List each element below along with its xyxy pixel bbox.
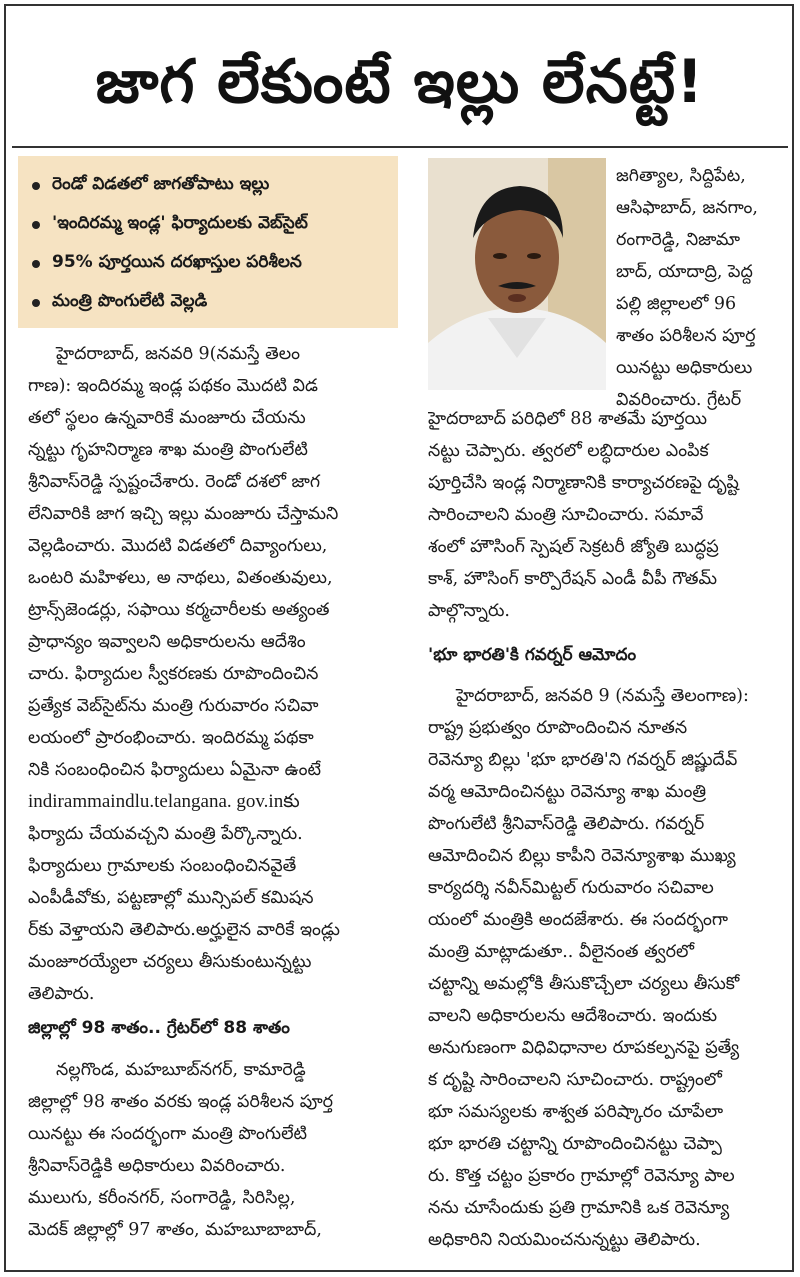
right-subheading: 'భూ భారతి'కి గవర్నర్ ఆమోదం: [428, 645, 637, 665]
body-line: భూ భారతి చట్టాన్ని రూపొందించినట్టు చెప్పా: [428, 1134, 722, 1154]
body-line: సారించాలని మంత్రి సూచించారు. సమావే: [428, 505, 704, 525]
body-line: చారు. ఫిర్యాదుల స్వీకరణకు రూపొందించిన: [28, 664, 319, 684]
body-line: రంగారెడ్డి, నిజామా: [616, 230, 741, 250]
body-line: నట్టు చెప్పారు. త్వరలో లబ్ధిదారుల ఎంపిక: [428, 441, 709, 461]
body-line: పొంగులేటి శ్రీనివాస్‌రెడ్డి తెలిపారు. గవర్నర్: [428, 814, 705, 834]
body-line: తెలిపారు.: [28, 984, 95, 1004]
body-line: రెవెన్యూ బిల్లు 'భూ భారతి'ని గవర్నర్ జిష్ణుదేవ్: [428, 750, 738, 770]
headline: జాగ లేకుంటే ఇల్లు లేనట్టే!: [95, 47, 705, 117]
body-line: పాల్గొన్నారు.: [428, 601, 510, 621]
body-line: మెదక్ జిల్లాల్లో 97 శాతం, మహబూబాబాద్,: [28, 1220, 322, 1240]
body-line: హైదరాబాద్, జనవరి 9 (నమస్తే తెలంగాణ):: [456, 686, 749, 706]
body-line: వెల్లడించారు. మొదటి విడతలో దివ్యాంగులు,: [28, 536, 328, 556]
bullet-icon: [32, 221, 40, 229]
body-line: యంలో మంత్రికి అందజేశారు. ఈ సందర్భంగా: [428, 910, 728, 930]
highlight-item: [32, 244, 388, 283]
body-line: భూ సమస్యలకు శాశ్వత పరిష్కారం చూపేలా: [428, 1102, 724, 1122]
body-line: మంజూరయ్యేలా చర్యలు తీసుకుంటున్నట్టు: [28, 952, 312, 972]
body-line: రు. కొత్త చట్టం ప్రకారం గ్రామాల్లో రెవెన్యూ పాల: [428, 1166, 735, 1186]
body-line: ఫిర్యాదులు గ్రామాలకు సంబంధించినవైతే: [28, 856, 297, 876]
bullet-icon: [32, 299, 40, 307]
body-line: ఫిర్యాదు చేయవచ్చని మంత్రి పేర్కొన్నారు.: [28, 824, 303, 844]
left-column-continued: [28, 1054, 400, 1246]
body-line: వర్మ ఆమోదించినట్టు రెవెన్యూ శాఖ మంత్రి: [428, 782, 707, 802]
body-line: తలో స్థలం ఉన్నవారికే మంజూరు చేయను: [28, 408, 306, 428]
body-line: శాతం పరిశీలన పూర్త: [616, 326, 756, 346]
body-line: శ్రీనివాస్‌రెడ్డికి అధికారులు వివరించారు.: [28, 1156, 286, 1176]
minister-photo: [428, 158, 606, 390]
body-line: జగిత్యాల, సిద్దిపేట,: [616, 166, 746, 186]
body-line: బాద్, యాదాద్రి, పెద్ద: [616, 262, 753, 282]
body-line: ఆసిఫాబాద్, జనగాం,: [616, 198, 758, 218]
body-line: కాశ్, హౌసింగ్ కార్పొరేషన్ ఎండీ వీపీ గౌతమ్: [428, 569, 717, 589]
body-line: ర్‌కు వెళ్తాయని తెలిపారు.అర్హులైన వారికే ఇండ్లు: [28, 920, 340, 940]
highlights-box: [18, 156, 398, 328]
body-line: న్నట్టు గృహనిర్మాణ శాఖ మంత్రి పొంగులేటి: [28, 440, 308, 460]
body-line: పూర్తిచేసి ఇండ్ల నిర్మాణానికి కార్యాచరణపై దృష్టి: [428, 473, 739, 493]
left-column: [28, 338, 400, 1010]
body-line: చట్టాన్ని అమల్లోకి తీసుకొచ్చేలా చర్యలు తీసుకో: [428, 974, 740, 994]
bullet-icon: [32, 182, 40, 190]
portrait-image: [428, 158, 606, 390]
body-line: వివరించారు. గ్రేటర్: [616, 390, 742, 410]
body-line: శంలో హౌసింగ్ స్పెషల్ సెక్రటరీ జ్యోతి బుద్ధప్ర: [428, 537, 719, 557]
body-line: ఎంపీడీవోకు, పట్టణాల్లో మున్సిపల్ కమిషన: [28, 888, 314, 908]
body-line: indirammaindlu.telangana. gov.inకు: [28, 791, 300, 812]
body-line: క దృష్టి సారించాలని సూచించారు. రాష్ట్రంలో: [428, 1070, 722, 1090]
body-line: కార్యదర్శి నవీన్‌మిట్టల్ గురువారం సచివాల: [428, 878, 714, 898]
body-line: లయంలో ప్రారంభించారు. ఇందిరమ్మ పథకా: [28, 728, 314, 748]
body-line: హైదరాబాద్ పరిధిలో 88 శాతమే పూర్తయి: [428, 409, 708, 429]
body-line: జిల్లాల్లో 98 శాతం వరకు ఇండ్ల పరిశీలన పూర్త: [28, 1092, 334, 1112]
body-line: నల్లగొండ, మహబూబ్‌నగర్, కామారెడ్డి: [56, 1060, 306, 1080]
highlight-text: 'ఇందిరమ్మ ఇండ్ల' ఫిర్యాదులకు వెబ్‌సైట్: [52, 212, 308, 233]
body-line: మంత్రి మాట్లాడుతూ.. వీలైనంత త్వరలో: [428, 942, 695, 962]
body-line: నికి సంబంధించిన ఫిర్యాదులు ఏమైనా ఉంటే: [28, 760, 321, 780]
body-line: ఒంటరి మహిళలు, అ నాథలు, వితంతువులు,: [28, 568, 333, 588]
right-top-column: [616, 160, 788, 416]
body-line: ప్రత్యేక వెబ్‌సైట్‌ను మంత్రి గురువారం సచివా: [28, 696, 319, 716]
bullet-icon: [32, 260, 40, 268]
highlight-item: [32, 205, 388, 244]
body-line: యినట్టు అధికారులు: [616, 358, 753, 378]
body-line: రాష్ట్ర ప్రభుత్వం రూపొందించిన నూతన: [428, 718, 688, 738]
highlight-item: [32, 283, 388, 322]
highlight-text: 95% పూర్తయిన దరఖాస్తుల పరిశీలన: [52, 251, 302, 272]
body-line: పల్లి జిల్లాలలో 96: [616, 294, 737, 314]
left-subheading: జిల్లాల్లో 98 శాతం.. గ్రేటర్‌లో 88 శాతం: [28, 1018, 290, 1038]
highlight-item: [32, 166, 388, 205]
body-line: హైదరాబాద్, జనవరి 9(నమస్తే తెలం: [56, 344, 301, 364]
body-line: లేనివారికి జాగ ఇచ్చి ఇల్లు మంజూరు చేస్తామని: [28, 504, 339, 524]
body-line: యినట్టు ఈ సందర్భంగా మంత్రి పొంగులేటి: [28, 1124, 308, 1144]
body-line: నను చూసేందుకు ప్రతి గ్రామానికి ఒక రెవెన్యూ: [428, 1198, 730, 1218]
body-line: ములుగు, కరీంనగర్, సంగారెడ్డి, సిరిసిల్ల,: [28, 1188, 296, 1208]
body-line: అధికారిని నియమించనున్నట్టు తెలిపారు.: [428, 1230, 701, 1250]
body-line: ట్రాన్స్‌జెండర్లు, సఫాయి కర్మచారీలకు అత్యంత: [28, 600, 330, 620]
body-line: గాణ): ఇందిరమ్మ ఇండ్ల పథకం మొదటి విడ: [28, 376, 318, 396]
right-column: [428, 403, 788, 627]
right-column-continued: [428, 680, 788, 1256]
body-line: ఆమోదించిన బిల్లు కాపీని రెవెన్యూశాఖ ముఖ్య: [428, 846, 736, 866]
body-line: అనుగుణంగా విధివిధానాల రూపకల్పనపై ప్రత్యే: [428, 1038, 740, 1058]
highlight-text: మంత్రి పొంగులేటి వెల్లడి: [52, 290, 208, 311]
body-line: వాలని అధికారులను ఆదేశించారు. ఇందుకు: [428, 1006, 718, 1026]
highlight-text: రెండో విడతలో జాగతోపాటు ఇల్లు: [52, 173, 270, 194]
body-line: ప్రాధాన్యం ఇవ్వాలని అధికారులను ఆదేశిం: [28, 632, 306, 652]
body-line: శ్రీనివాస్‌రెడ్డి స్పష్టంచేశారు. రెండో దశలో జాగ: [28, 472, 321, 492]
headline-divider: [12, 146, 788, 148]
